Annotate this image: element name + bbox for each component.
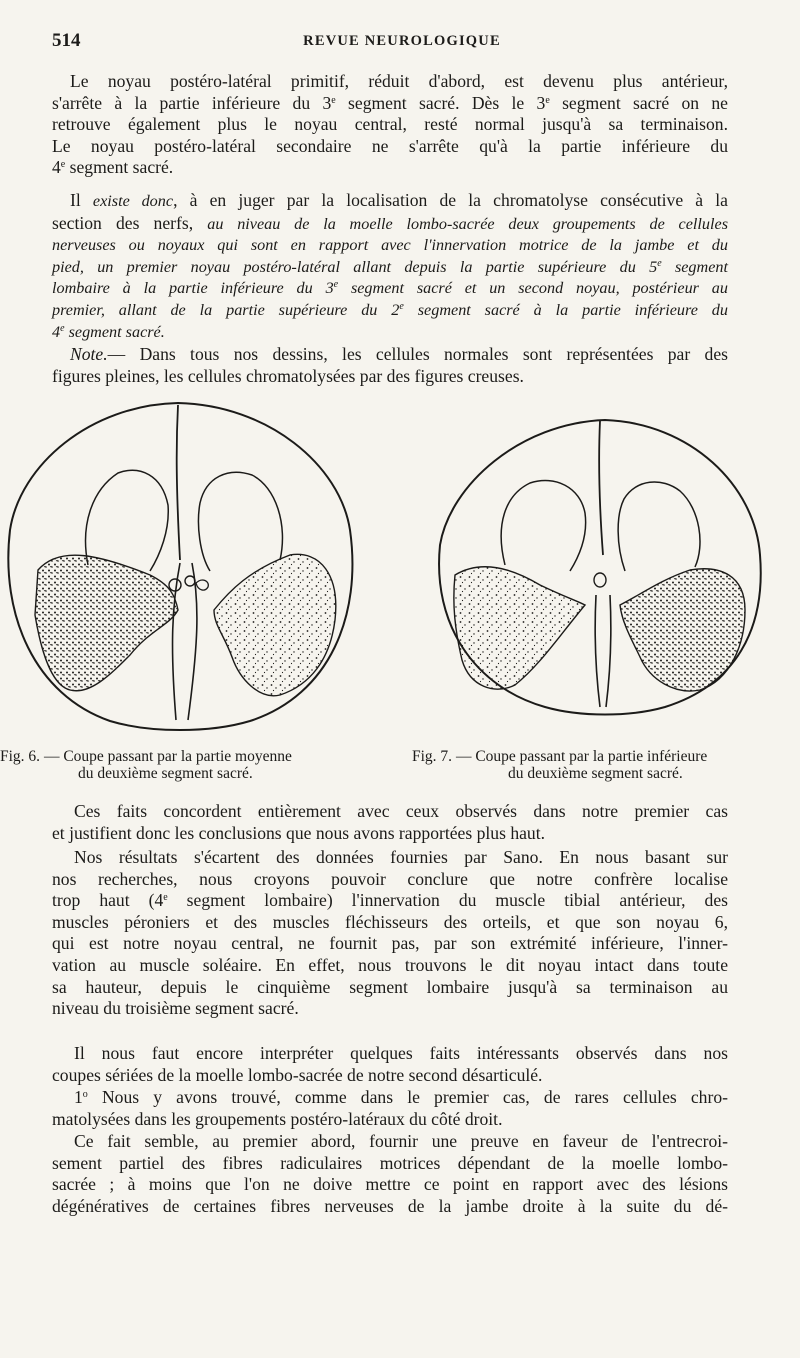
text-line: premier, allant de la partie supérieure du 2e segment sacré à la partie inférieure du	[52, 300, 728, 319]
paragraph-2	[52, 190, 728, 343]
spinal-cord-figures	[0, 395, 800, 745]
text-line: lombaire à la partie inférieure du 3e segment sacré et un second noyau, postérieur au	[52, 279, 728, 298]
text-line: section des nerfs, au niveau de la moelle lombo-sacrée deux groupements de cellules	[52, 212, 728, 233]
text-line: qui est notre noyau central, ne fournit pas, par son extrémité inférieure, l'inner-	[52, 933, 728, 954]
running-head	[52, 30, 752, 52]
text-line: pied, un premier noyau postéro-latéral allant depuis la partie supérieure du 5e segment	[52, 257, 728, 276]
figure-7-drawing	[439, 420, 761, 715]
text-line: Le noyau postéro-latéral secondaire ne s'arrête qu'à la partie inférieure du	[52, 135, 728, 156]
text-line: matolysées dans les groupements postéro-latéraux du côté droit.	[52, 1108, 503, 1129]
paragraph-1	[52, 71, 728, 179]
text-line: 4e segment sacré.	[52, 157, 174, 178]
text-line: figures pleines, les cellules chromatolysées par des figures creuses.	[52, 365, 524, 386]
text-line: Il nous faut encore interpréter quelques faits intéressants observés dans nos	[74, 1043, 728, 1063]
text-line: muscles péroniers et des muscles fléchisseurs des orteils, et que son noyau 6,	[52, 911, 728, 932]
text-line: nerveuses ou noyaux qui sont en rapport avec l'innervation motrice de la jambe et du	[52, 236, 728, 255]
text-line: sa hauteur, depuis le cinquième segment lombaire jusqu'à sa terminaison au	[52, 976, 728, 997]
text-line: vation au muscle soléaire. En effet, nous trouvons le dit noyau intact dans toute	[52, 954, 728, 975]
text-line: Ces faits concordent entièrement avec ceux observés dans notre premier cas	[74, 801, 728, 821]
text-line: sement partiel des fibres radiculaires motrices dépendant de la moelle lombo-	[52, 1152, 728, 1173]
paragraph-5	[52, 1043, 728, 1086]
figure-6-drawing	[8, 403, 352, 730]
text-line: Il existe donc, à en juger par la localisation de la chromatolyse consécutive à la	[70, 190, 728, 210]
text-line: Ce fait semble, au premier abord, fournir une preuve en faveur de l'entrecroi-	[74, 1131, 728, 1151]
text-line: retrouve également plus le noyau central, resté normal jusqu'à sa terminaison.	[52, 114, 728, 135]
text-line: et justifient donc les conclusions que nous avons rapportées plus haut.	[52, 822, 546, 843]
text-line: s'arrête à la partie inférieure du 3e segment sacré. Dès le 3e segment sacré on ne	[52, 92, 728, 113]
paragraph-7	[52, 1131, 728, 1217]
note-paragraph	[52, 344, 728, 387]
text-line: Note.— Dans tous nos dessins, les cellules normales sont représentées par des	[70, 344, 728, 364]
text-line: Le noyau postéro-latéral primitif, réduit d'abord, est devenu plus antérieur,	[70, 71, 728, 91]
text-line: trop haut (4e segment lombaire) l'innervation du muscle tibial antérieur, des	[52, 890, 728, 911]
text-line: 4e segment sacré.	[52, 322, 165, 341]
paragraph-4	[52, 847, 728, 1020]
figure-7-caption: Fig. 7. — Coupe passant par la partie inférieure du deuxième segment sacré.	[412, 748, 708, 782]
paragraph-6	[52, 1087, 728, 1130]
text-line: dégénératives de certaines fibres nerveuses de la jambe droite à la suite du dé-	[52, 1195, 728, 1216]
text-line: coupes sériées de la moelle lombo-sacrée de notre second désarticulé.	[52, 1064, 543, 1085]
text-line: sacrée ; à moins que l'on ne doive mettre ce point en rapport avec des lésions	[52, 1174, 728, 1195]
text-line: 1$^o$ Nous y avons trouvé, comme dans le premier cas, de rares cellules chro-	[74, 1087, 728, 1107]
text-line: niveau du troisième segment sacré.	[52, 998, 299, 1019]
figure-label: Fig. 6.	[0, 748, 41, 765]
text-line: nos recherches, nous croyons pouvoir conclure que notre confrère localise	[52, 868, 728, 889]
page-number: 514	[52, 30, 81, 51]
figure-label: Fig. 7.	[412, 748, 453, 765]
text-line: Nos résultats s'écartent des données fournies par Sano. En nous basant sur	[74, 847, 728, 867]
journal-title: REVUE NEUROLOGIQUE	[303, 33, 501, 49]
figure-6-caption: Fig. 6. — Coupe passant par la partie moyenne du deuxième segment sacré.	[0, 748, 292, 782]
paragraph-3	[52, 801, 728, 844]
